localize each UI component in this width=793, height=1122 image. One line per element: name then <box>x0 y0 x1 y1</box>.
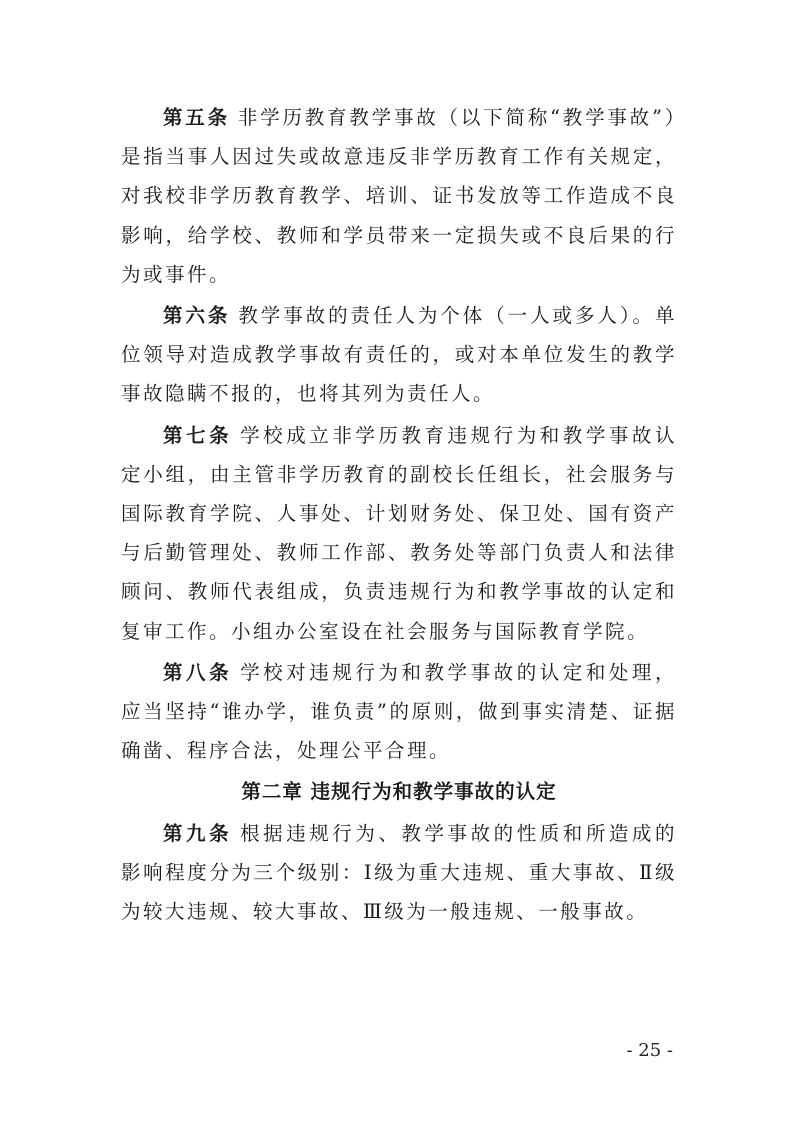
chapter-heading: 第二章 违规行为和教学事故的认定 <box>241 780 557 804</box>
document-body <box>121 98 677 931</box>
article-label: 第七条 <box>163 423 233 447</box>
article-text: 根据违规行为、教学事故的性质和所造成的影响程度分为三个级别：Ⅰ级为重大违规、重大事故、Ⅱ级为较大违规、较大事故、Ⅲ级为一般违规、一般事故。 <box>121 821 677 924</box>
article-8 <box>121 653 677 771</box>
article-label: 第九条 <box>163 821 233 845</box>
article-text: 学校成立非学历教育违规行为和教学事故认定小组，由主管非学历教育的副校长任组长，社会服务与国际教育学院、人事处、计划财务处、保卫处、国有资产与后勤管理处、教师工作部、教务处等部门负责人和法律顾问、教师代表组成，负责违规行为和教学事故的认定和复审工作。小组办公室设在社会服务与国际教育学院。 <box>121 423 677 643</box>
article-9 <box>121 814 677 932</box>
article-label: 第八条 <box>163 660 233 684</box>
article-5 <box>121 98 677 294</box>
article-label: 第六条 <box>163 304 231 328</box>
article-7 <box>121 416 677 651</box>
article-text: 非学历教育教学事故（以下简称“教学事故”）是指当事人因过失或故意违反非学历教育工作有关规定，对我校非学历教育教学、培训、证书发放等工作造成不良影响，给学校、教师和学员带来一定损失或不良后果的行为或事件。 <box>121 106 677 286</box>
article-text: 教学事故的责任人为个体（一人或多人）。单位领导对造成教学事故有责任的，或对本单位发生的教学事故隐瞒不报的，也将其列为责任人。 <box>121 304 677 406</box>
page-number: - 25 - <box>626 1040 673 1061</box>
article-label: 第五条 <box>163 106 230 129</box>
article-6 <box>121 296 677 414</box>
article-text: 学校对违规行为和教学事故的认定和处理，应当坚持“谁办学，谁负责”的原则，做到事实清楚、证据确凿、程序合法，处理公平合理。 <box>121 660 677 763</box>
